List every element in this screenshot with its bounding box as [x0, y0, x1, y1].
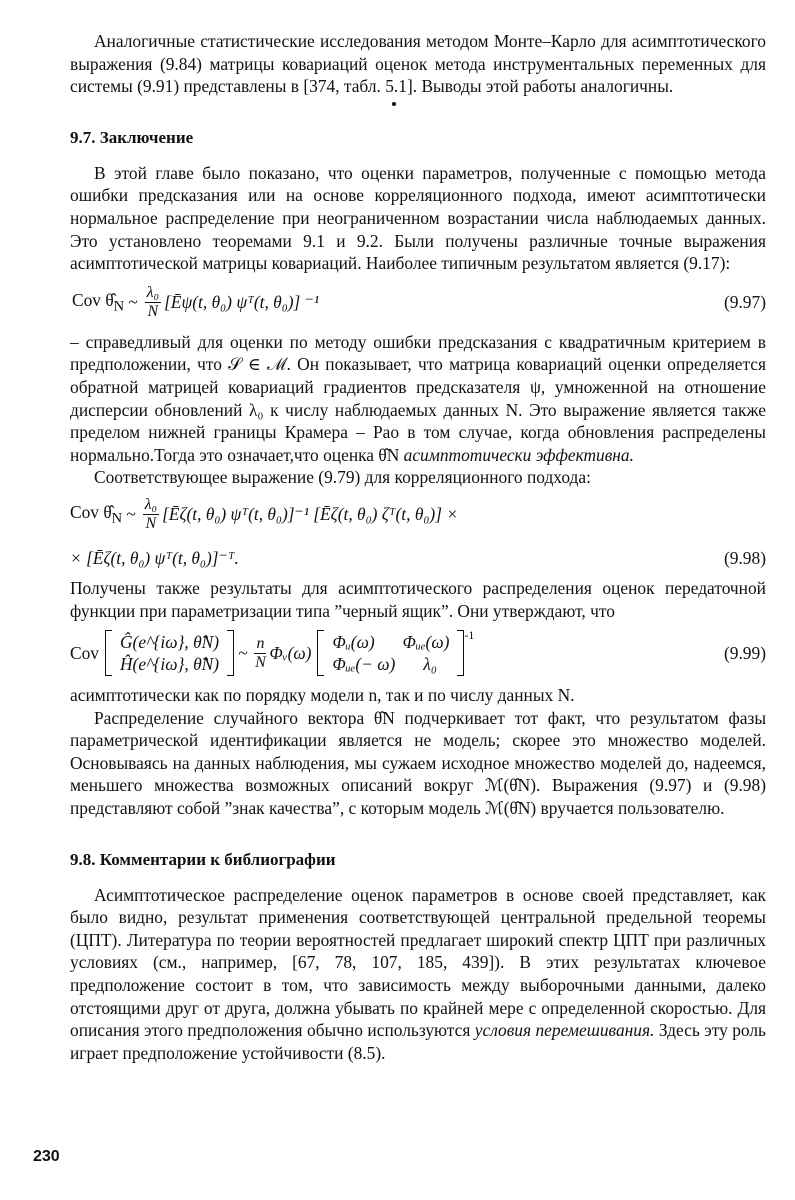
bibliography-paragraph: [70, 884, 766, 1065]
conclusion-paragraph-6: Распределение случайного вектора θ̂N подчеркивает тот факт, что результатом фазы параметрической идентификации является не модель; скорее это множество моделей. Основываясь на данных наблюдения, мы сужаем исходное множество моделей до, надеемся, меньшего множества возможных описаний вокруг ℳ(θ̂N). Выражения (9.97) и (9.98) представляют собой ”знак качества”, с которым модель ℳ(θ̂N) вручается пользователю.: [70, 707, 766, 819]
conclusion-paragraph-1: В этой главе было показано, что оценки параметров, полученные с помощью метода ошибки предсказания или на основе корреляционного подхода, имеют асимптотически нормальное распределение при неограниченном возрастании числа наблюдаемых данных. Это установлено теоремами 9.1 и 9.2. Были получены различные точные выражения асимптотической матрицы ковариаций. Наиболее типичным результатом является (9.17):: [70, 162, 766, 274]
eq99-m11: Φᵤ(ω): [332, 632, 375, 653]
eq98-den: N: [145, 515, 157, 533]
conclusion-paragraph-2: [70, 331, 766, 467]
eq99-g: Ĝ(e^{iω}, θ̂N): [120, 632, 220, 653]
eq99-m21: Φᵤₑ(− ω): [332, 654, 396, 675]
eq97-num: λ₀: [146, 284, 160, 302]
page-number: 230: [33, 1148, 60, 1165]
eq99-den: N: [255, 653, 266, 671]
bib-tail: Здесь эту роль играет предположение устойчивости (8.5).: [70, 1020, 766, 1063]
bib-italic: условия перемешивания.: [474, 1020, 655, 1041]
eq98-fraction: [143, 496, 160, 533]
equation-9-98-line1: Cov $\thetâ_N$ ~ $\frac{\text{λ₀}}{N}$ [Ēζ(t, θ₀) ψᵀ(t, θ₀)]⁻¹ [Ēζ(t, θ₀) ζᵀ(t, θ₀)] ×: [70, 496, 459, 533]
eq98-rhs: [Ēζ(t, θ₀) ψᵀ(t, θ₀)]⁻¹ [Ēζ(t, θ₀) ζᵀ(t, θ₀)] ×: [162, 504, 459, 525]
eq97-label: (9.97): [723, 292, 766, 313]
p2-italic: асимптотически эффективна.: [403, 444, 634, 465]
eq98-num: λ₀: [144, 496, 158, 514]
eq98-line2: × [Ēζ(t, θ₀) ψᵀ(t, θ₀)]⁻ᵀ.: [70, 548, 239, 569]
equation-9-97: Cov $\thetâ_N$ ~ $\frac{\text{λ₀}}{N}$ [Ēψ(t, θ₀) ψᵀ(t, θ₀)] ⁻¹ (9.97): [72, 284, 766, 321]
conclusion-paragraph-3: Соответствующее выражение (9.79) для корреляционного подхода:: [94, 467, 591, 488]
eq99-cov: Cov: [70, 642, 99, 663]
eq99-label: (9.99): [723, 642, 766, 663]
eq97-den: N: [147, 303, 159, 321]
eq99-h: Ĥ(e^{iω}, θ̂N): [120, 654, 220, 675]
page-content: [70, 0, 766, 1064]
eq99-m12: Φᵤₑ(ω): [402, 632, 450, 653]
eq99-phi-v: Φᵥ(ω): [269, 642, 312, 663]
eq99-m22: λ₀: [423, 654, 437, 675]
eq97-lhs: Cov θ̂: [72, 290, 114, 311]
section-heading-9-8: 9.8. Комментарии к библиографии: [70, 849, 336, 869]
eq97-rhs: [Ēψ(t, θ₀) ψᵀ(t, θ₀)] ⁻¹: [164, 292, 320, 313]
conclusion-paragraph-5: асимптотически как по порядку модели n, так и по числу данных N.: [70, 685, 575, 706]
p2-text: – справедливый для оценки по методу ошибки предсказания с квадратичным критерием в предположении, что 𝒮 ∈ ℳ. Он показывает, что матрица ковариаций оценки определяется обратной матрицей ковариаций градиентов предсказателя ψ, умноженной на отношение дисперсии обновлений λ₀ к числу наблюдаемых данных N. Это выражение является также пределом нижней границы Крамера – Рао в том случае, когда обновления распределены нормально.Тогда это означает,что оценка θ̂N: [70, 331, 766, 465]
eq97-fraction: [145, 284, 162, 321]
eq97-sub: N: [113, 298, 125, 315]
decorative-dot: [392, 102, 396, 106]
eq98-label: (9.98): [723, 548, 766, 569]
eq98-sub: N: [111, 510, 123, 527]
eq99-left-matrix: [105, 630, 234, 676]
equation-9-99: Cov Ĝ(e^{iω}, θ̂N) Ĥ(e^{iω}, θ̂N) ~ $\frac{n}{N}$ Φᵥ(ω) Φᵤ(ω) Φᵤₑ(ω) Φᵤₑ(− ω) λ₀ $^{-1}$ (9.99): [70, 628, 766, 675]
equation-9-98-line2: [70, 541, 766, 577]
eq99-right-matrix: [317, 630, 464, 676]
eq99-exp: -1: [464, 628, 475, 643]
intro-paragraph: Аналогичные статистические исследования методом Монте–Карло для асимптотического выражения (9.84) матрицы ковариаций оценок метода инструментальных переменных для системы (9.91) представлены в [374, табл. 5.1]. Выводы этой работы аналогичны.: [70, 31, 766, 97]
eq99-num: n: [256, 634, 265, 652]
conclusion-paragraph-4: Получены также результаты для асимптотического распределения оценок передаточной функции при параметризации типа ”черный ящик”. Они утверждают, что: [70, 577, 766, 621]
bib-text: Асимптотическое распределение оценок параметров в основе своей представляет, как было видно, результат применения соответствующей центральной предельной теоремы (ЦПТ). Литература по теории вероятностей предлагает широкий спектр ЦПТ при различных условиях (см., например, [67, 78, 107, 185, 439]). В этих результатах ключевое предположение состоит в том, что зависимость между выборочными данными, далеко отстоящими друг от друга, должна убывать по крайней мере с определенной скоростью. Для описания этого предположения обычно используются: [70, 884, 766, 1041]
eq99-fraction: [254, 635, 266, 672]
eq98-lhs: Cov θ̂: [70, 502, 112, 523]
section-heading-9-7: 9.7. Заключение: [70, 127, 194, 147]
